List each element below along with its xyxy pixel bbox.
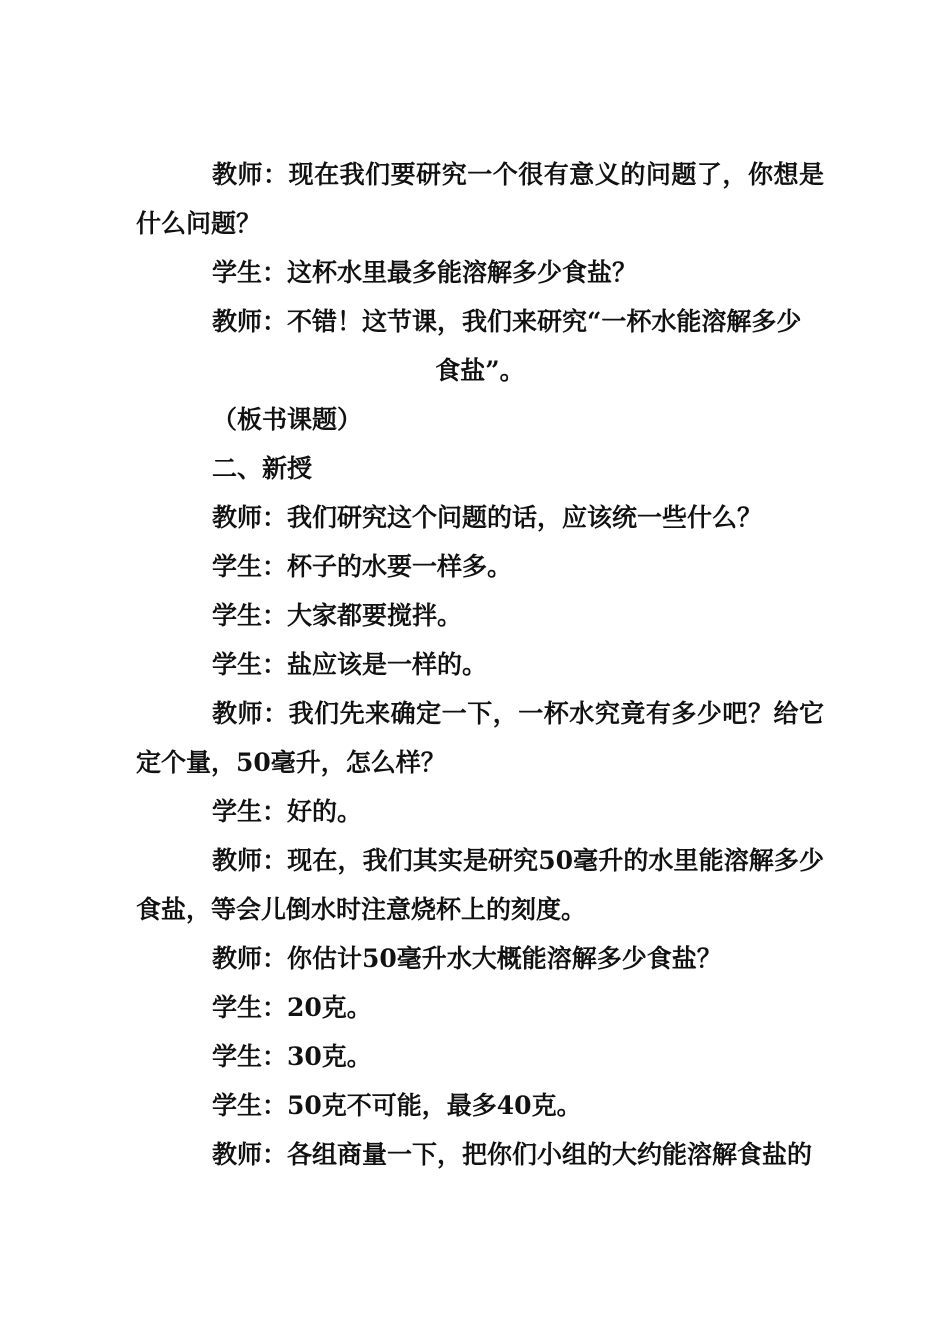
paragraph: 学生：这杯水里最多能溶解多少食盐？ bbox=[212, 258, 638, 287]
paragraph: 教师：现在，我们其实是研究50毫升的水里能溶解多少食盐，等会儿倒水时注意烧杯上的刻度。 bbox=[136, 846, 824, 924]
paragraph: 学生：20克。 bbox=[212, 993, 372, 1022]
section-heading: 二、新授 bbox=[212, 454, 313, 483]
paragraph: 学生：盐应该是一样的。 bbox=[212, 650, 488, 679]
paragraph: 教师：不错！这节课，我们来研究“一杯水能溶解多少 bbox=[212, 307, 802, 336]
paragraph-centered: 食盐”。 bbox=[435, 356, 525, 385]
paragraph: 教师：各组商量一下，把你们小组的大约能溶解食盐的 bbox=[212, 1140, 813, 1169]
paragraph: 教师：你估计50毫升水大概能溶解多少食盐？ bbox=[212, 944, 722, 973]
document-body bbox=[136, 150, 824, 1179]
paragraph: 学生：杯子的水要一样多。 bbox=[212, 552, 513, 581]
paragraph: （板书课题） bbox=[212, 405, 363, 434]
paragraph: 教师：我们研究这个问题的话，应该统一些什么？ bbox=[212, 503, 763, 532]
paragraph: 学生：50克不可能，最多40克。 bbox=[212, 1091, 582, 1120]
paragraph: 教师：现在我们要研究一个很有意义的问题了，你想是什么问题？ bbox=[136, 160, 824, 238]
paragraph: 学生：30克。 bbox=[212, 1042, 372, 1071]
paragraph: 学生：好的。 bbox=[212, 797, 363, 826]
paragraph: 学生：大家都要搅拌。 bbox=[212, 601, 463, 630]
paragraph: 教师：我们先来确定一下，一杯水究竟有多少吧？给它定个量，50毫升，怎么样？ bbox=[136, 699, 824, 777]
